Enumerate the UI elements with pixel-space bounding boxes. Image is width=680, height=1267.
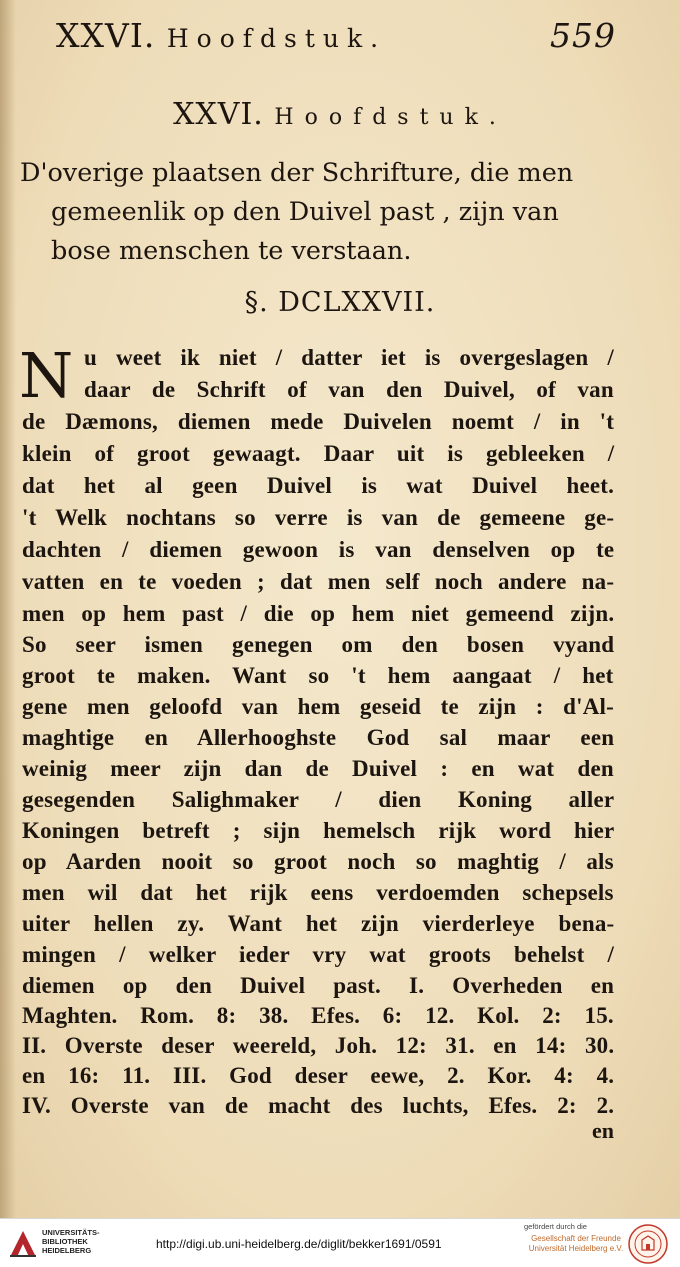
text-line: groot te maken. Want so 't hem aangaat / het bbox=[22, 663, 614, 688]
text-line: uiter hellen zy. Want het zijn vierderleye bena- bbox=[22, 911, 615, 936]
catchword: en bbox=[592, 1118, 614, 1143]
summary-line: D'overige plaatsen der Schrifture, die men bbox=[20, 158, 574, 188]
chapter-heading: XXVI. Hoofdstuk. bbox=[173, 97, 507, 132]
text-line: maghtige en Allerhooghste God sal maar een bbox=[22, 725, 615, 750]
summary-line: bose menschen te verstaan. bbox=[51, 236, 412, 266]
text-line: klein of groot gewaagt. Daar uit is gebleeken / bbox=[22, 441, 615, 466]
text-line: gene men geloofd van hem geseid te zijn : d'Al- bbox=[22, 694, 614, 719]
text-line: diemen op den Duivel past. I. Overheden en bbox=[22, 973, 615, 998]
text-line: u weet ik niet / datter iet is overgeslagen / bbox=[84, 345, 614, 370]
text-line: op Aarden nooit so groot noch so maghtig / als bbox=[22, 849, 614, 874]
text-line: dachten / diemen gewoon is van denselven op te bbox=[22, 537, 615, 562]
text-line: Koningen betreft ; sijn hemelsch rijk word hier bbox=[22, 818, 615, 843]
text-line: II. Overste deser weereld, Joh. 12: 31. en 14: 30. bbox=[22, 1033, 615, 1058]
page-number: 559 bbox=[550, 16, 616, 55]
sponsor-name: Gesellschaft der Freunde Universität Heidelberg e.V. bbox=[528, 1234, 624, 1253]
viewer-footer bbox=[0, 1218, 680, 1267]
text-line: daar de Schrift of van den Duivel, of van bbox=[84, 377, 614, 402]
running-head-chapter: XXVI. Hoofdstuk. bbox=[56, 16, 387, 55]
text-line: weinig meer zijn dan de Duivel : en wat den bbox=[22, 756, 614, 781]
text-line: de Dæmons, diemen mede Duivelen noemt / in 't bbox=[22, 409, 615, 434]
library-name: UNIVERSITÄTS- BIBLIOTHEK HEIDELBERG bbox=[42, 1228, 100, 1255]
text-line: 't Welk nochtans so verre is van de gemeene ge- bbox=[22, 505, 615, 530]
permalink-url[interactable]: http://digi.ub.uni-heidelberg.de/diglit/bekker1691/0591 bbox=[156, 1237, 442, 1251]
drop-capital: N bbox=[19, 339, 74, 412]
text-line: So seer ismen genegen om den bosen vyand bbox=[22, 632, 615, 657]
text-line: vatten en te voeden ; dat men self noch andere na- bbox=[22, 569, 615, 594]
text-line: gesegenden Salighmaker / dien Koning aller bbox=[22, 787, 615, 812]
text-line: mingen / welker ieder vry wat groots behelst / bbox=[22, 942, 615, 967]
text-line: en 16: 11. III. God deser eewe, 2. Kor. 4: 4. bbox=[22, 1063, 615, 1088]
text-line: Maghten. Rom. 8: 38. Efes. 6: 12. Kol. 2: 15. bbox=[22, 1003, 614, 1028]
university-seal-icon[interactable] bbox=[628, 1224, 668, 1264]
library-logo-icon[interactable] bbox=[8, 1229, 38, 1259]
text-line: men op hem past / die op hem niet gemeend zijn. bbox=[22, 601, 615, 626]
sponsor-label: gefördert durch die bbox=[524, 1222, 587, 1231]
summary-line: gemeenlik op den Duivel past , zijn van bbox=[51, 197, 559, 227]
text-line: dat het al geen Duivel is wat Duivel heet. bbox=[22, 473, 615, 498]
text-line: men wil dat het rijk eens verdoemden schepsels bbox=[22, 880, 614, 905]
section-title: §. DCLXXVII. bbox=[244, 287, 436, 318]
text-line: IV. Overste van de macht des luchts, Efes. 2: 2. bbox=[22, 1093, 615, 1118]
